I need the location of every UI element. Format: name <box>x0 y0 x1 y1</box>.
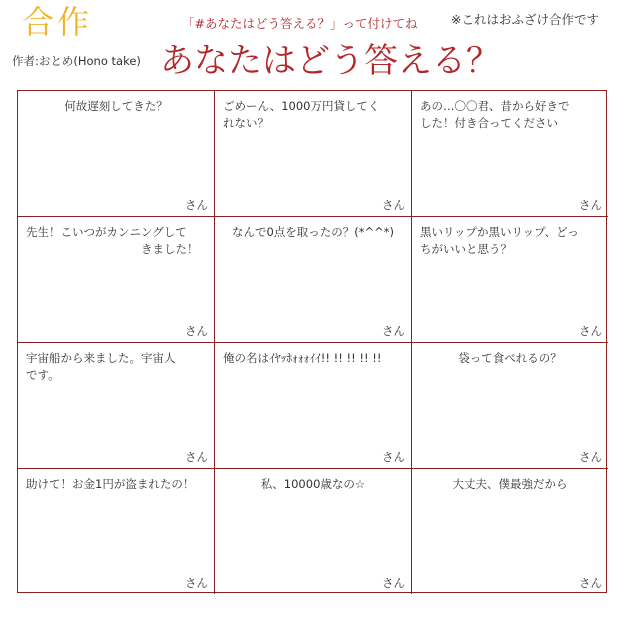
question-grid <box>17 90 607 593</box>
question-text: あの…〇〇君、昔から好きで した！付き合ってください <box>420 99 570 130</box>
question-text: 先生！こいつがカンニングして きました！ <box>26 225 199 256</box>
question-text: 袋って食べれるの？ <box>458 351 562 365</box>
san-suffix: さん <box>185 324 208 338</box>
san-suffix: さん <box>382 324 405 338</box>
question-cell <box>18 217 215 343</box>
question-cell <box>412 217 608 343</box>
question-text: 何故遅刻してきた？ <box>64 99 168 113</box>
question-cell <box>18 91 215 217</box>
question-cell <box>412 343 608 469</box>
san-suffix: さん <box>382 576 405 590</box>
san-suffix: さん <box>579 198 602 212</box>
san-suffix: さん <box>579 576 602 590</box>
author-label: 作者:おとめ(Hono take) <box>12 54 141 68</box>
san-suffix: さん <box>185 576 208 590</box>
question-text: なんで0点を取ったの？(*^^*) <box>231 225 395 239</box>
san-suffix: さん <box>579 450 602 464</box>
san-suffix: さん <box>382 450 405 464</box>
question-text: 宇宙船から来ました。宇宙人 です。 <box>26 351 176 382</box>
question-cell <box>215 217 412 343</box>
question-cell <box>215 469 412 594</box>
question-cell <box>215 91 412 217</box>
question-text: 大丈夫、僕最強だから <box>452 477 568 491</box>
question-text: 助けて！お金1円が盗まれたの！ <box>26 477 195 491</box>
question-cell <box>412 469 608 594</box>
question-cell <box>215 343 412 469</box>
question-cell <box>18 469 215 594</box>
collab-badge: 合作 <box>22 3 93 41</box>
hashtag-instruction: 「#あなたはどう答える？」って付けてね <box>182 16 418 31</box>
joke-note: ※これはおふざけ合作です <box>451 12 599 27</box>
san-suffix: さん <box>382 198 405 212</box>
page-title: あなたはどう答える？ <box>160 41 500 81</box>
san-suffix: さん <box>579 324 602 338</box>
san-suffix: さん <box>185 198 208 212</box>
san-suffix: さん <box>185 450 208 464</box>
question-cell <box>412 91 608 217</box>
question-cell <box>18 343 215 469</box>
question-text: 黒いリップか黒いリップ、どっ ちがいいと思う？ <box>420 225 579 256</box>
question-text: ごめーん、1000万円貸してく れない？ <box>223 99 380 130</box>
question-text: 俺の名はｲﾔｯﾎｫｫｫｲｲ!! !! !! !! !! <box>223 351 382 365</box>
question-text: 私、10000歳なの☆ <box>260 477 366 491</box>
